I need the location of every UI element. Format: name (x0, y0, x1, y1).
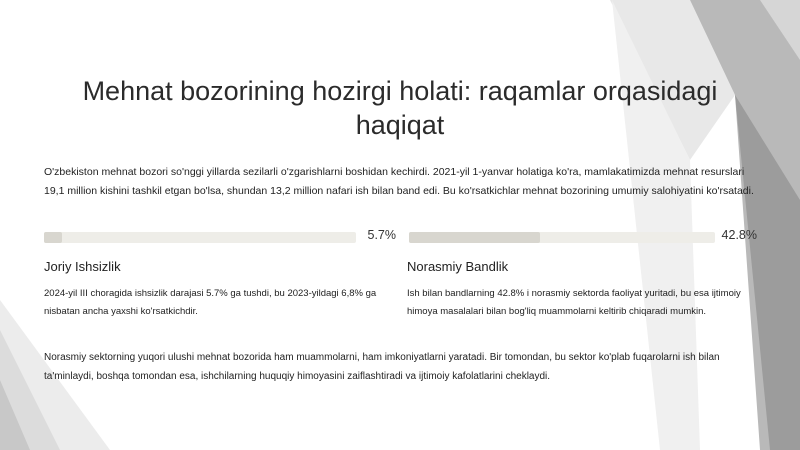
stat-unemployment (44, 228, 396, 246)
footer-paragraph: Norasmiy sektorning yuqori ulushi mehnat bozorida ham muammolarni, ham imkoniyatlarni yaratadi. Bir tomondan, bu sektor ko'plab fuqarolarni ish bilan ta'minlaydi, boshqa tomondan esa, ishchilarning huquqiy himoyasini zaiflashtiradi va ijtimoiy kafolatlarini cheklaydi. (44, 352, 720, 382)
slide-title: Mehnat bozorining hozirgi holati: raqamlar orqasidagi haqiqat (82, 76, 718, 140)
informal-description: Ish bilan bandlarning 42.8% i norasmiy sektorda faoliyat yuritadi, bu esa ijtimoiy himoya masalalari bilan bog'liq muammolarni keltirib chiqaradi mumkin. (407, 288, 741, 317)
unemployment-bar-fill (44, 232, 62, 243)
informal-bar-fill (409, 232, 540, 243)
intro-paragraph: O'zbekiston mehnat bozori so'nggi yillarda sezilarli o'zgarishlarni boshidan kechirdi. 2021-yil 1-yanvar holatiga ko'ra, mamlakatimizda mehnat resurslari 19,1 million kishini tashkil etgan bo'lsa, shundan 13,2 million nafari ish bilan band edi. Bu ko'rsatkichlar mehnat bozorining umumiy salohiyatini ko'rsatadi. (44, 166, 754, 197)
unemployment-value: 5.7% (367, 228, 396, 242)
unemployment-bar-track (44, 232, 356, 243)
unemployment-description: 2024-yil III choragida ishsizlik darajasi 5.7% ga tushdi, bu 2023-yildagi 6,8% ga nisbatan ancha yaxshi ko'rsatkichdir. (44, 288, 377, 317)
informal-heading: Norasmiy Bandlik (407, 259, 509, 274)
stat-informal-employment (409, 228, 757, 246)
informal-value: 42.8% (721, 228, 757, 242)
unemployment-heading: Joriy Ishsizlik (44, 259, 121, 274)
informal-bar-track (409, 232, 715, 243)
